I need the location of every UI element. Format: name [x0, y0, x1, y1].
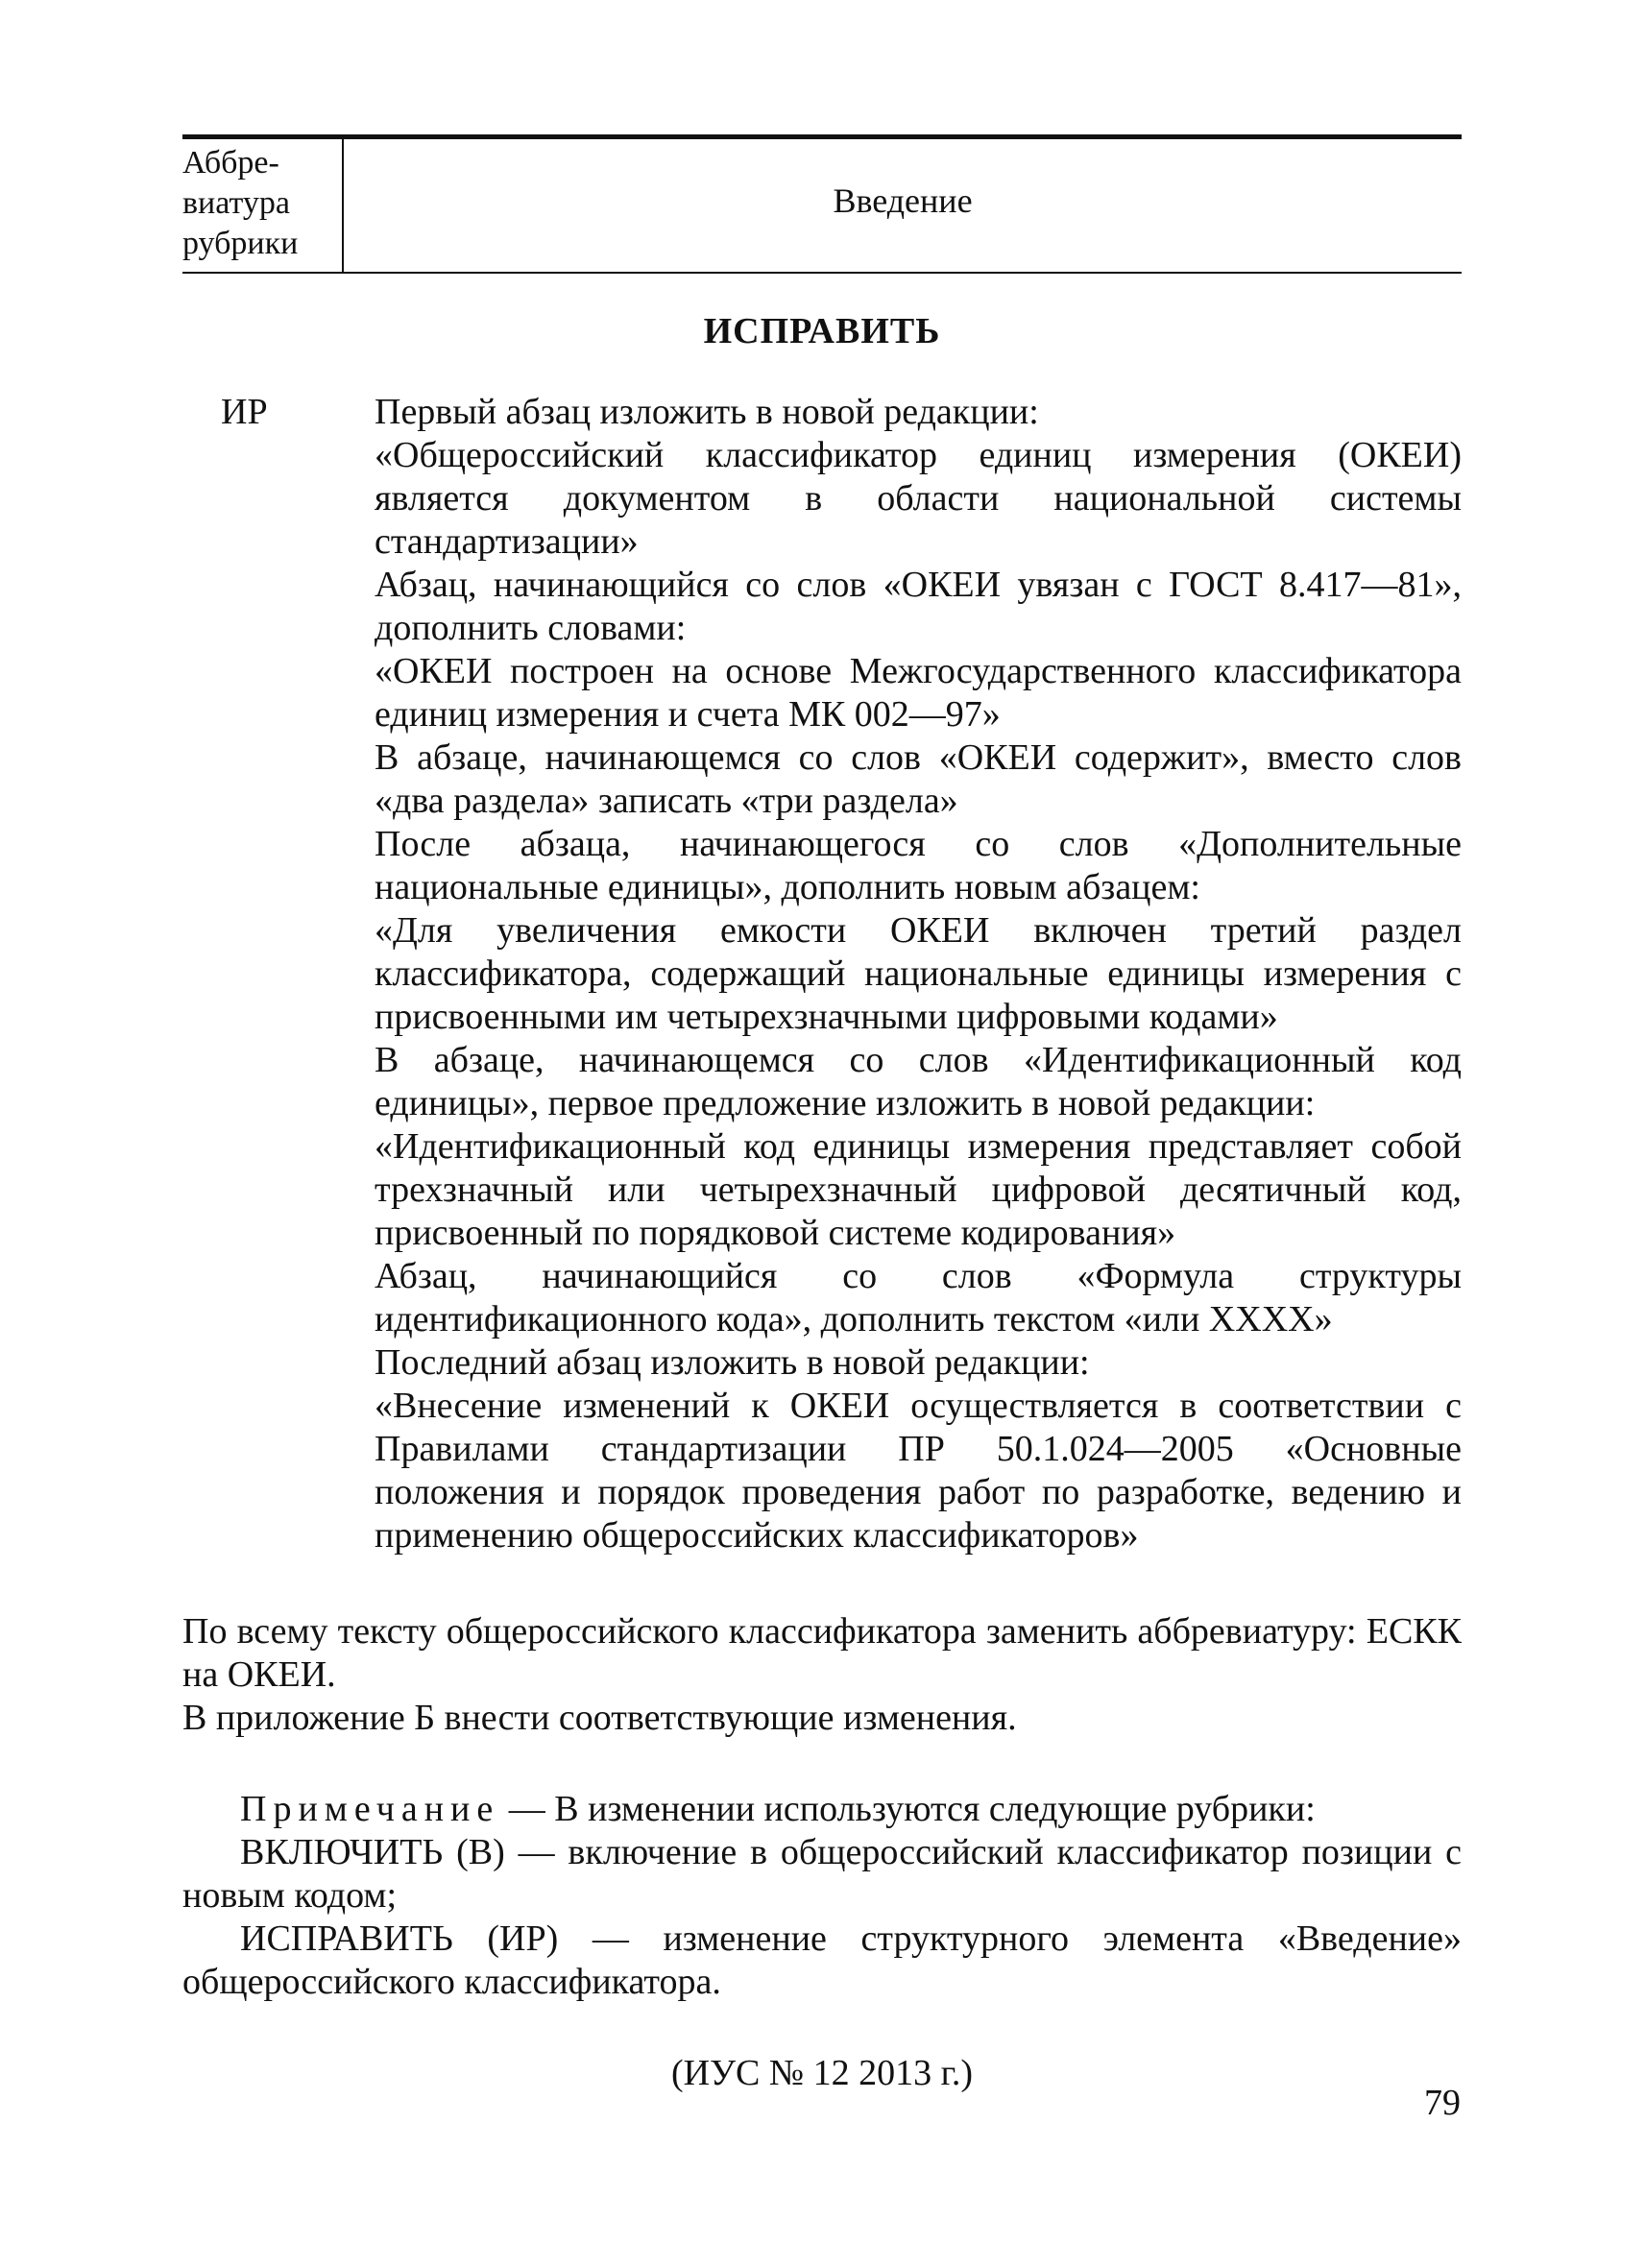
entry-paragraph: Последний абзац изложить в новой редакции: — [375, 1342, 1090, 1383]
entry-paragraph: После абзаца, начинающегося со слов «Дополнительные национальные единицы», дополнить новым абзацем: — [375, 824, 1462, 907]
entry-paragraph: Первый абзац изложить в новой редакции: — [375, 392, 1039, 432]
general-instructions — [182, 1610, 1462, 1740]
entry-paragraph: В абзаце, начинающемся со слов «Идентификационный код единицы», первое предложение изложить в новой редакции: — [375, 1040, 1462, 1123]
document-page — [182, 134, 1462, 2094]
note-item: ВКЛЮЧИТЬ (В) — включение в общероссийский классификатор позиции с новым кодом; — [182, 1832, 1462, 1916]
header-left-line: Аббре- — [182, 145, 279, 181]
page-number: 79 — [1424, 2083, 1461, 2123]
header-left-line: виатура — [182, 185, 290, 221]
instruction-paragraph: По всему тексту общероссийского классификатора заменить аббревиатуру: ЕСКК на ОКЕИ. — [182, 1611, 1462, 1695]
rubric-section-header: Введение — [833, 181, 973, 220]
entry-paragraph: «Идентификационный код единицы измерения представляет собой трехзначный или четырехзначный цифровой десятичный код, присвоенный по порядковой системе кодирования» — [375, 1126, 1462, 1253]
entry-paragraph: Абзац, начинающийся со слов «Формула структуры идентификационного кода», дополнить текстом «или XXXX» — [375, 1256, 1462, 1339]
note-intro — [182, 1788, 1462, 1831]
amendment-entry — [182, 391, 1462, 1557]
entry-paragraph: «Для увеличения емкости ОКЕИ включен третий раздел классификатора, содержащий национальные единицы измерения с присвоенными им четырехзначными цифровыми кодами» — [375, 910, 1462, 1037]
note-block — [182, 1788, 1462, 2004]
section-title: ИСПРАВИТЬ — [703, 311, 941, 351]
rubric-header-table — [182, 134, 1462, 274]
entry-paragraph: «ОКЕИ построен на основе Межгосударственного классификатора единиц измерения и счета МК 002—97» — [375, 651, 1462, 735]
note-item: ИСПРАВИТЬ (ИР) — изменение структурного элемента «Введение» общероссийского классификатора. — [182, 1918, 1462, 2002]
rubric-abbreviation-header — [182, 139, 344, 272]
entry-paragraph: Абзац, начинающийся со слов «ОКЕИ увязан с ГОСТ 8.417—81», дополнить словами: — [375, 565, 1462, 648]
note-intro-text: — В изменении используются следующие рубрики: — [499, 1789, 1316, 1829]
entry-code: ИР — [221, 392, 268, 432]
entry-paragraph: «Общероссийский классификатор единиц измерения (ОКЕИ) является документом в области национальной системы стандартизации» — [375, 435, 1462, 562]
ius-reference: (ИУС № 12 2013 г.) — [670, 2053, 974, 2093]
note-label: Примечание — [240, 1789, 500, 1829]
header-left-line: рубрики — [182, 226, 299, 261]
entry-body — [375, 391, 1462, 1557]
entry-paragraph: «Внесение изменений к ОКЕИ осуществляется в соответствии с Правилами стандартизации ПР 50.1.024—2005 «Основные положения и порядок проведения работ по разработке, ведению и применению общероссийских классификаторов» — [375, 1386, 1462, 1556]
instruction-paragraph: В приложение Б внести соответствующие изменения. — [182, 1698, 1017, 1738]
entry-paragraph: В абзаце, начинающемся со слов «ОКЕИ содержит», вместо слов «два раздела» записать «три раздела» — [375, 737, 1462, 821]
